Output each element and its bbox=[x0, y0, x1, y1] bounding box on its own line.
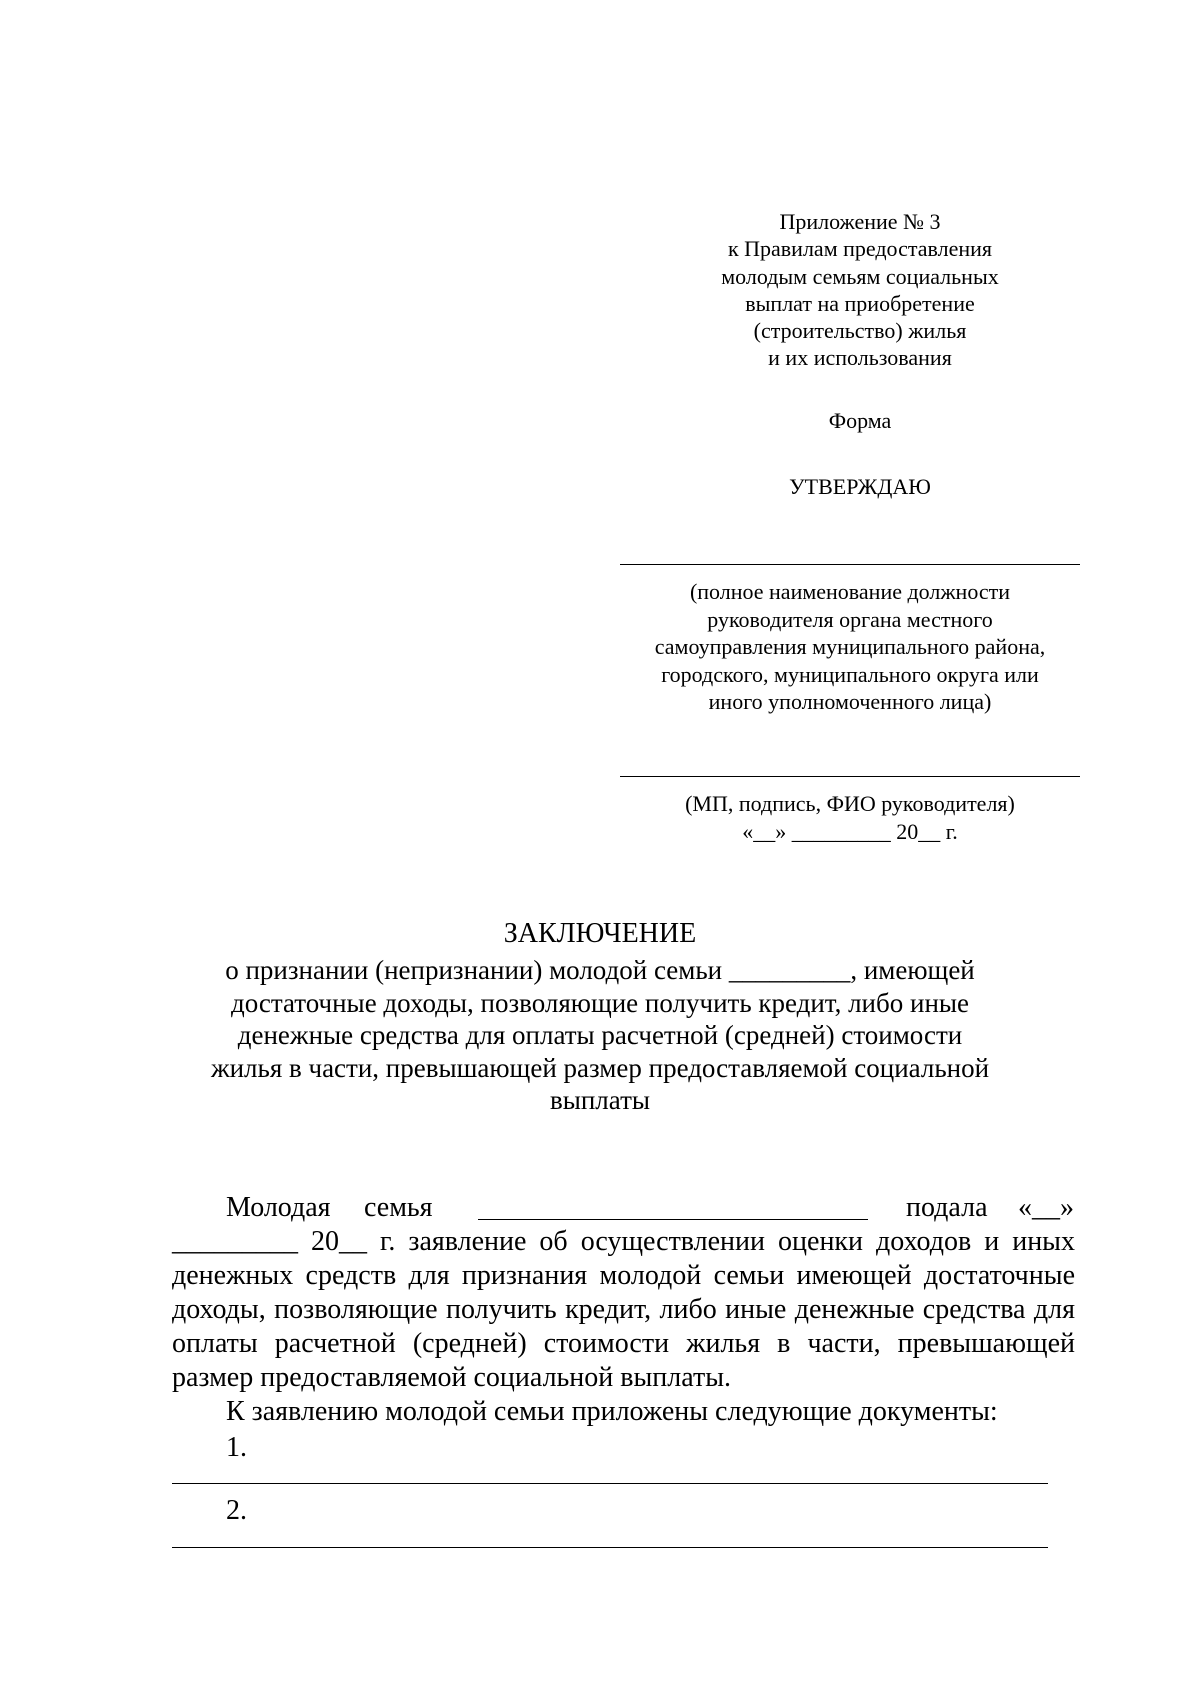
subtitle-line: выплаты bbox=[549, 1085, 651, 1115]
body-line: оплаты расчетной (средней) стоимости жилья в части, превышающей bbox=[172, 1328, 1075, 1359]
body-line: доходы, позволяющие получить кредит, либо иные денежные средства для bbox=[172, 1294, 1075, 1325]
document-title: ЗАКЛЮЧЕНИЕ bbox=[503, 918, 697, 949]
body-word: «__» bbox=[1018, 1192, 1074, 1223]
subtitle-line: достаточные доходы, позволяющие получить кредит, либо иные bbox=[230, 987, 970, 1018]
body-line: денежных средств для признания молодой семьи имеющей достаточные bbox=[172, 1260, 1075, 1291]
form-label: Форма bbox=[828, 408, 892, 433]
position-caption bbox=[620, 578, 1080, 716]
body-word: семья bbox=[364, 1192, 433, 1223]
appendix-header bbox=[690, 208, 1030, 372]
body-line: размер предоставляемой социальной выплаты. bbox=[172, 1362, 732, 1393]
head-signature-line bbox=[620, 776, 1080, 777]
subtitle-line: жилья в части, превышающей размер предоставляемой социальной bbox=[210, 1052, 990, 1083]
signer-caption: (МП, подпись, ФИО руководителя) bbox=[685, 791, 1015, 816]
caption-line: иного уполномоченного лица) bbox=[708, 689, 992, 714]
position-signature-line bbox=[620, 564, 1080, 565]
document-entry-line bbox=[172, 1483, 1048, 1484]
list-item-number: 1. bbox=[226, 1432, 247, 1463]
document-subtitle bbox=[150, 954, 1050, 1117]
header-line: молодым семьям социальных bbox=[721, 263, 999, 289]
approve-label: УТВЕРЖДАЮ bbox=[789, 474, 931, 499]
body-paragraph bbox=[172, 1226, 1075, 1396]
list-item-number: 2. bbox=[226, 1495, 247, 1526]
caption-line: самоуправления муниципального района, bbox=[654, 634, 1046, 659]
document-entry-line bbox=[172, 1547, 1048, 1548]
body-word: подала bbox=[906, 1192, 988, 1223]
subtitle-line: о признании (непризнании) молодой семьи _________, имеющей bbox=[225, 955, 975, 985]
body-line: _________ 20__ г. заявление об осуществлении оценки доходов и иных bbox=[172, 1226, 1075, 1257]
documents-intro: К заявлению молодой семьи приложены следующие документы: bbox=[226, 1396, 998, 1427]
header-line: и их использования bbox=[768, 345, 952, 371]
caption-line: (полное наименование должности bbox=[689, 579, 1011, 604]
approval-date-line: «__» _________ 20__ г. bbox=[742, 819, 958, 844]
subtitle-line: денежные средства для оплаты расчетной (средней) стоимости bbox=[237, 1020, 963, 1050]
signer-caption-block bbox=[620, 790, 1080, 846]
header-line: Приложение № 3 bbox=[779, 209, 941, 234]
body-word: Молодая bbox=[226, 1192, 331, 1223]
header-line: (строительство) жилья bbox=[753, 318, 967, 344]
caption-line: городского, муниципального округа или bbox=[661, 661, 1039, 687]
header-line: к Правилам предоставления bbox=[727, 236, 993, 262]
caption-line: руководителя органа местного bbox=[707, 606, 993, 632]
family-name-blank bbox=[478, 1219, 868, 1220]
header-line: выплат на приобретение bbox=[745, 290, 975, 316]
